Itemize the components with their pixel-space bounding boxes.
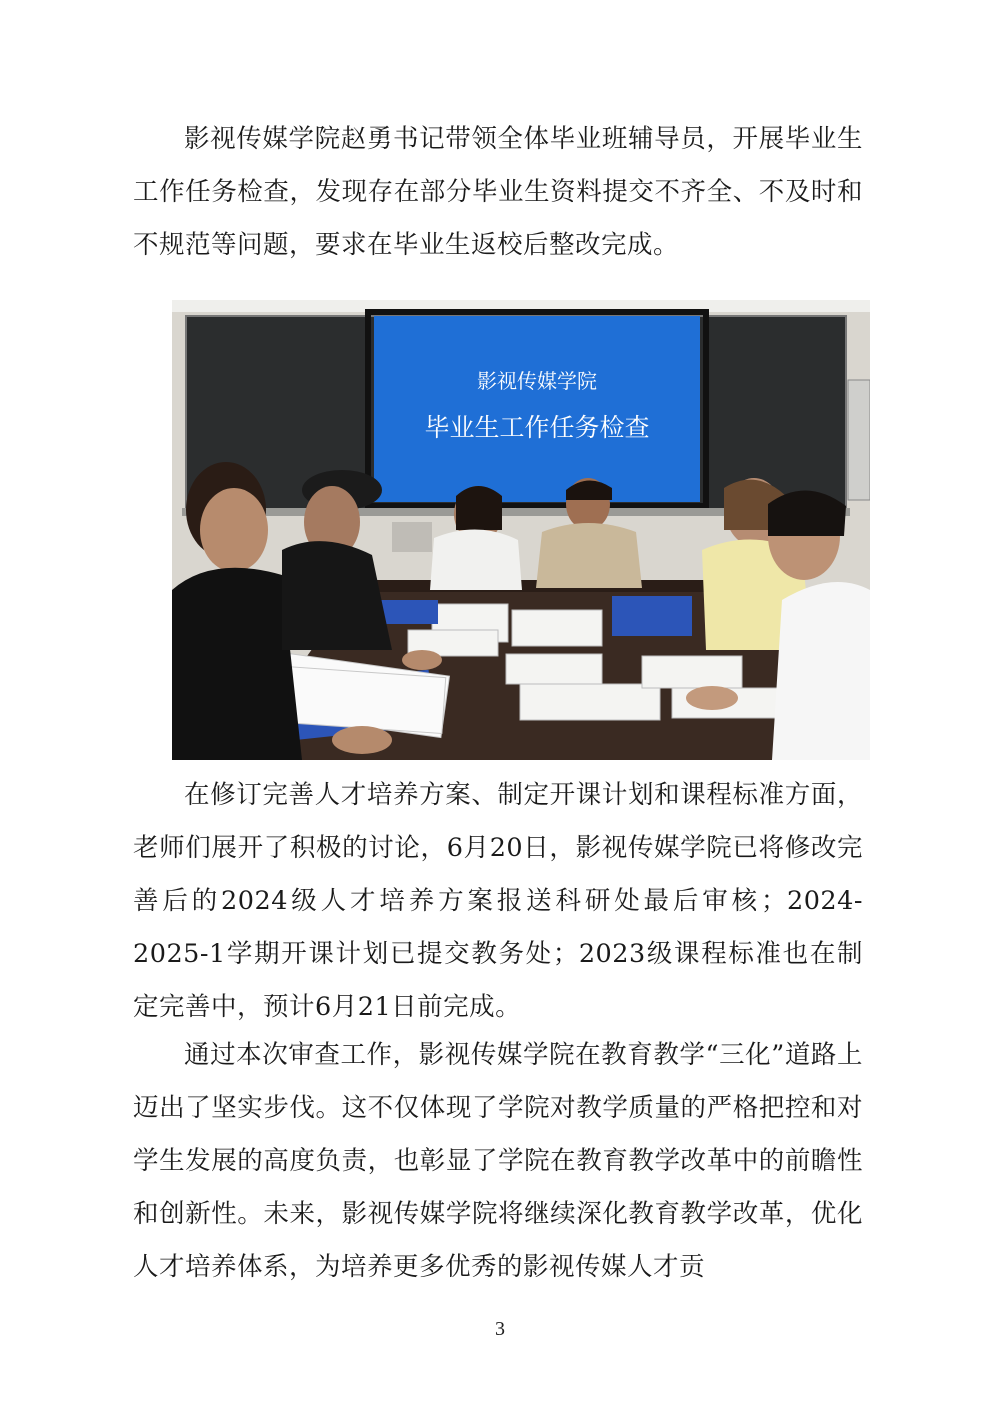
paragraph-inspection: 影视传媒学院赵勇书记带领全体毕业班辅导员，开展毕业生工作任务检查，发现存在部分毕业生资料提交不齐全、不及时和不规范等问题，要求在毕业生返校后整改完成。	[133, 124, 863, 260]
paragraph-training-plan: 在修订完善人才培养方案、制定开课计划和课程标准方面，老师们展开了积极的讨论，6月20日，影视传媒学院已将修改完善后的2024级人才培养方案报送科研处最后审核；2024-2025-1学期开课计划已提交教务处；2023级课程标准也在制定完善中，预计6月21日前完成。	[133, 780, 863, 1022]
screen-subtitle: 毕业生工作任务检查	[424, 413, 650, 442]
meeting-photo	[172, 300, 870, 760]
projection-screen	[374, 316, 700, 502]
screen-title: 影视传媒学院	[477, 369, 597, 393]
page-number: 3	[495, 1318, 505, 1340]
paragraph-summary: 通过本次审查工作，影视传媒学院在教育教学“三化”道路上迈出了坚实步伐。这不仅体现了学院对教学质量的严格把控和对学生发展的高度负责，也彰显了学院在教育教学改革中的前瞻性和创新性。未来，影视传媒学院将继续深化教育教学改革，优化人才培养体系，为培养更多优秀的影视传媒人才贡	[133, 1040, 863, 1282]
